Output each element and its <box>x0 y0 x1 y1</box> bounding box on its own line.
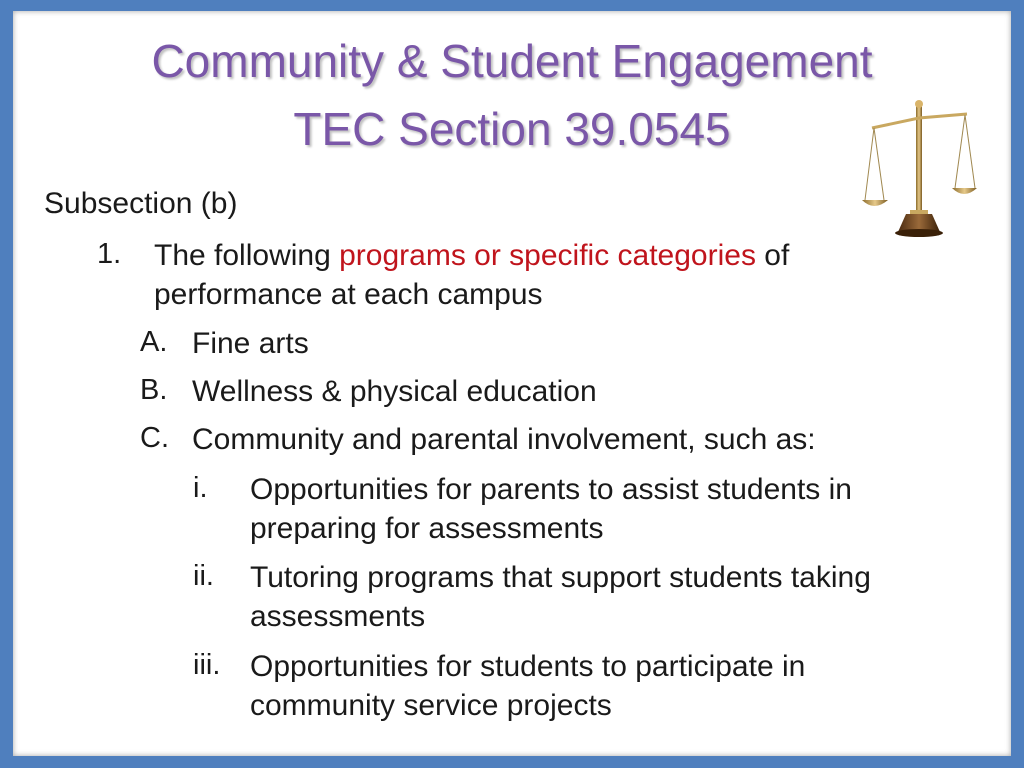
subsubitem-i-line-2: preparing for assessments <box>250 512 604 545</box>
subitem-a-marker: A. <box>140 326 168 358</box>
subitem-b-text: Wellness & physical education <box>192 375 597 408</box>
item-1-line-1 <box>154 237 789 275</box>
item-1-text-before: The following <box>154 239 340 272</box>
title-line-2: TEC Section 39.0545 <box>293 103 731 155</box>
subitem-a-text: Fine arts <box>192 327 309 360</box>
subsubitem-iii-marker: iii. <box>193 649 221 681</box>
title-line-1: Community & Student Engagement <box>151 35 873 87</box>
item-1-text-after: of <box>755 239 790 272</box>
subsubitem-ii-line-2: assessments <box>250 600 426 633</box>
subsubitem-i-marker: i. <box>193 472 208 504</box>
subsubitem-iii-line-2: community service projects <box>250 689 612 722</box>
subitem-c-text: Community and parental involvement, such as: <box>192 423 816 456</box>
item-1-line-2: performance at each campus <box>154 278 543 311</box>
subsubitem-ii-marker: ii. <box>193 560 214 592</box>
item-1-highlight: programs or specific categories <box>339 239 756 272</box>
subsubitem-i-line-1: Opportunities for parents to assist students in <box>250 473 852 506</box>
subitem-b-marker: B. <box>140 374 168 406</box>
subsubitem-iii-line-1: Opportunities for students to participate in <box>250 650 806 683</box>
scales-of-justice-icon <box>862 100 977 240</box>
subsubitem-ii-line-1: Tutoring programs that support students taking <box>250 561 871 594</box>
item-1-marker: 1. <box>97 238 122 270</box>
subsection-heading: Subsection (b) <box>44 187 238 220</box>
subitem-c-marker: C. <box>140 422 169 454</box>
